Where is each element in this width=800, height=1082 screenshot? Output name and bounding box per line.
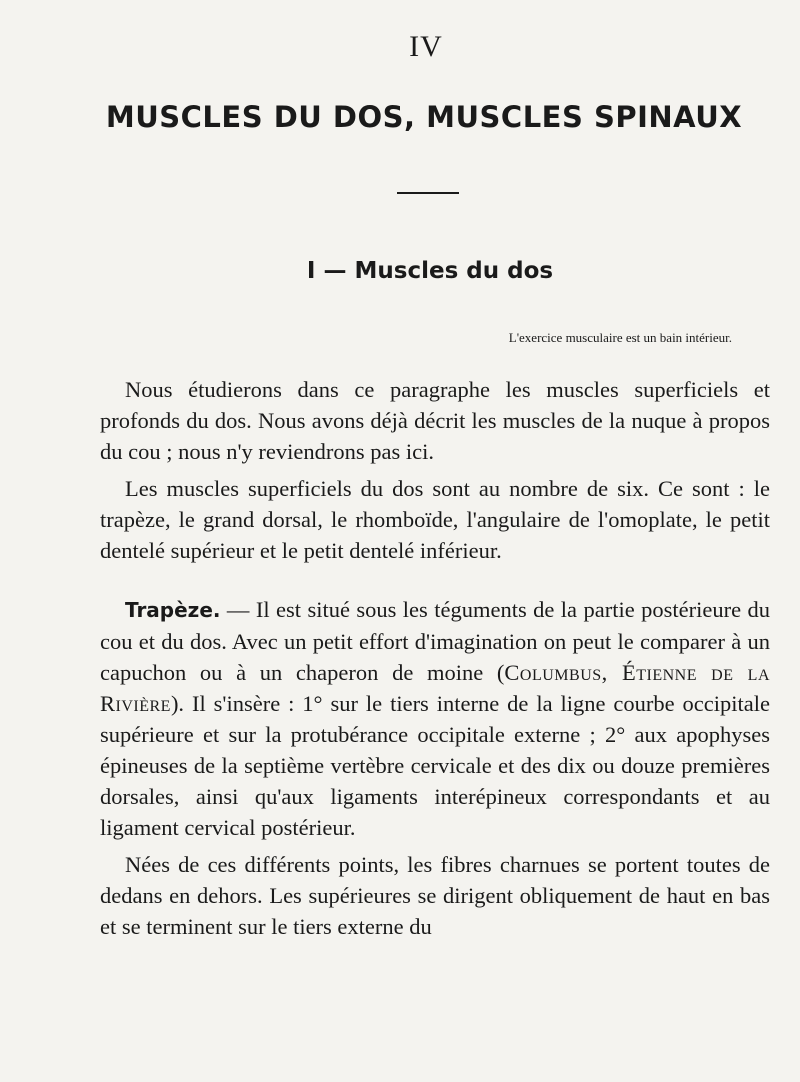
title-divider: [397, 192, 459, 194]
paragraph-fibres: Nées de ces différents points, les fibres charnues se portent toutes de dedans en dehors. Les supérieures se dirigent obliquement de haut en bas et se terminent sur le tiers externe du: [100, 852, 770, 939]
trapeze-text-a: — Il est situé sous les téguments de la partie postérieure du cou et du dos. Avec un petit effort d'imagination on peut le comparer à un capuchon ou à un chaperon de moine (: [100, 597, 770, 685]
epigraph: L'exercice musculaire est un bain intérieur.: [508, 330, 732, 345]
chapter-number: IV: [409, 30, 443, 63]
body-text: [100, 374, 770, 942]
trapeze-text-b: ). Il s'insère : 1° sur le tiers interne de la ligne courbe occipitale supérieure et sur la protubérance occipitale externe ; 2° aux apophyses épineuses de la septième vertèbre cervicale et des dix ou douze premières dorsales, ainsi qu'aux ligaments interépineux correspondants et au ligament cervical postérieur.: [100, 691, 770, 840]
trapeze-heading: Trapèze.: [125, 598, 221, 622]
paragraph-trapeze: [100, 594, 770, 843]
section-title: I — Muscles du dos: [306, 258, 554, 284]
paragraph-intro: Nous étudierons dans ce paragraphe les muscles superficiels et profonds du dos. Nous avons déjà décrit les muscles de la nuque à propos du cou ; nous n'y reviendrons pas ici.: [100, 377, 770, 464]
chapter-title: MUSCLES DU DOS, MUSCLES SPINAUX: [105, 100, 743, 134]
trapeze-authors: Columbus, Étienne de la Rivière: [100, 660, 770, 716]
paragraph-superficial-muscles: Les muscles superficiels du dos sont au nombre de six. Ce sont : le trapèze, le grand dorsal, le rhomboïde, l'angulaire de l'omoplate, le petit dentelé supérieur et le petit dentelé inférieur.: [100, 476, 770, 563]
